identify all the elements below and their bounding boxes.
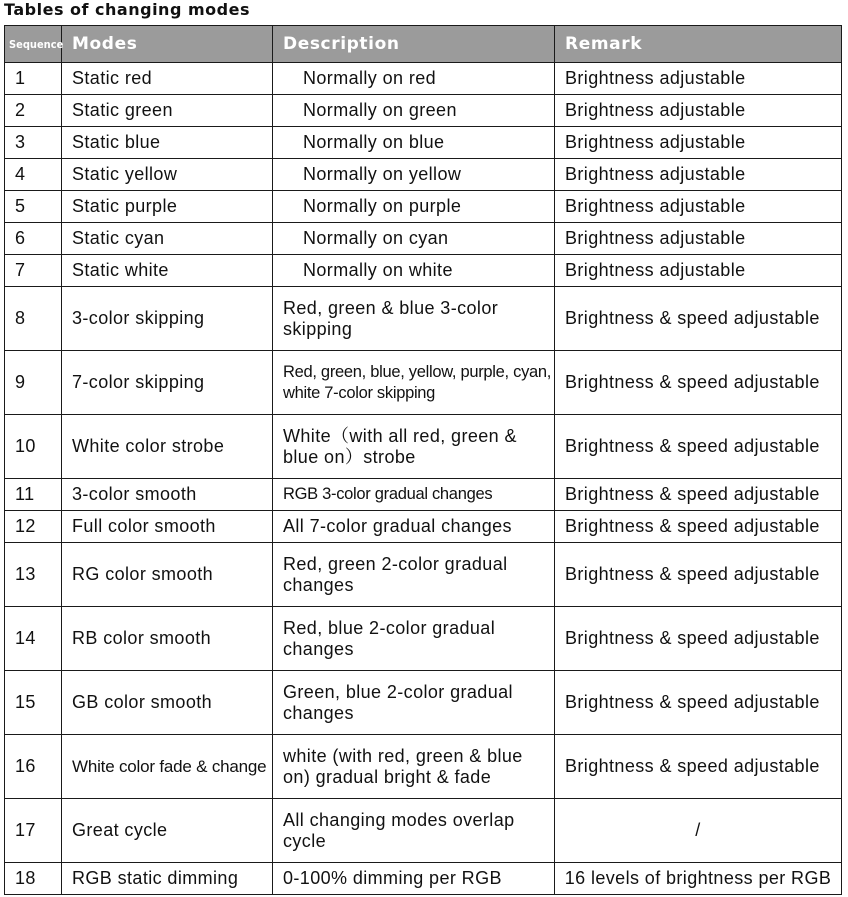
sequence-cell: 17 <box>5 799 62 863</box>
mode-cell: 3-color smooth <box>62 479 273 511</box>
description-text: White（with all red, green & blue on）strobe <box>283 425 517 467</box>
remark-cell: Brightness adjustable <box>555 159 842 191</box>
mode-cell: Static yellow <box>62 159 273 191</box>
page-title: Tables of changing modes <box>4 0 250 19</box>
sequence-cell: 16 <box>5 735 62 799</box>
sequence-cell: 12 <box>5 511 62 543</box>
description-cell: Normally on cyan <box>273 223 555 255</box>
mode-cell <box>62 735 273 799</box>
mode-cell: 7-color skipping <box>62 351 273 415</box>
sequence-cell: 4 <box>5 159 62 191</box>
mode-cell: GB color smooth <box>62 671 273 735</box>
description-cell: RGB 3-color gradual changes <box>273 479 555 511</box>
sequence-cell: 7 <box>5 255 62 287</box>
table-row <box>5 191 842 223</box>
mode-cell: RGB static dimming <box>62 863 273 895</box>
mode-cell: Static green <box>62 95 273 127</box>
description-cell: 0-100% dimming per RGB <box>273 863 555 895</box>
description-cell: Normally on blue <box>273 127 555 159</box>
sequence-cell: 2 <box>5 95 62 127</box>
column-header-sequence: Sequence <box>5 26 62 63</box>
description-cell <box>273 287 555 351</box>
remark-cell: Brightness & speed adjustable <box>555 479 842 511</box>
description-cell <box>273 671 555 735</box>
description-text: All changing modes overlap cycle <box>283 809 515 851</box>
table-row <box>5 351 842 415</box>
mode-cell: RB color smooth <box>62 607 273 671</box>
remark-cell: Brightness & speed adjustable <box>555 543 842 607</box>
sequence-cell: 1 <box>5 63 62 95</box>
table-row <box>5 735 842 799</box>
table-row <box>5 287 842 351</box>
mode-cell: Static purple <box>62 191 273 223</box>
table-row <box>5 255 842 287</box>
table-row <box>5 127 842 159</box>
mode-text: White color fade & change <box>72 757 267 776</box>
changing-modes-table <box>4 25 842 895</box>
remark-cell: Brightness & speed adjustable <box>555 287 842 351</box>
mode-cell: Full color smooth <box>62 511 273 543</box>
remark-cell: Brightness & speed adjustable <box>555 351 842 415</box>
description-text: white (with red, green & blue on) gradual bright & fade <box>283 745 523 787</box>
sequence-cell: 18 <box>5 863 62 895</box>
sequence-cell: 6 <box>5 223 62 255</box>
sequence-cell: 10 <box>5 415 62 479</box>
remark-cell: Brightness adjustable <box>555 127 842 159</box>
mode-cell: Static red <box>62 63 273 95</box>
description-text: Green, blue 2-color gradual changes <box>283 681 513 723</box>
description-text: Red, blue 2-color gradual changes <box>283 617 496 659</box>
remark-cell: 16 levels of brightness per RGB <box>555 863 842 895</box>
mode-cell: Great cycle <box>62 799 273 863</box>
remark-cell: Brightness adjustable <box>555 191 842 223</box>
description-cell <box>273 351 555 415</box>
description-cell: Normally on white <box>273 255 555 287</box>
description-cell: Normally on purple <box>273 191 555 223</box>
remark-cell: Brightness adjustable <box>555 223 842 255</box>
sequence-cell: 3 <box>5 127 62 159</box>
column-header-description: Description <box>273 26 555 63</box>
table-row <box>5 95 842 127</box>
description-cell: Normally on red <box>273 63 555 95</box>
mode-cell: White color strobe <box>62 415 273 479</box>
mode-cell: 3-color skipping <box>62 287 273 351</box>
description-cell <box>273 415 555 479</box>
mode-cell: Static cyan <box>62 223 273 255</box>
table-row <box>5 671 842 735</box>
sequence-cell: 5 <box>5 191 62 223</box>
table-row <box>5 543 842 607</box>
remark-cell: Brightness & speed adjustable <box>555 735 842 799</box>
column-header-remark: Remark <box>555 26 842 63</box>
remark-cell: Brightness adjustable <box>555 95 842 127</box>
table-row <box>5 223 842 255</box>
sequence-cell: 8 <box>5 287 62 351</box>
table-header-row <box>5 26 842 63</box>
table-row <box>5 511 842 543</box>
mode-cell: Static white <box>62 255 273 287</box>
description-cell <box>273 735 555 799</box>
sequence-cell: 14 <box>5 607 62 671</box>
remark-cell: Brightness & speed adjustable <box>555 607 842 671</box>
table-row <box>5 799 842 863</box>
description-cell <box>273 543 555 607</box>
remark-cell: / <box>555 799 842 863</box>
table-row <box>5 863 842 895</box>
description-cell <box>273 799 555 863</box>
description-cell: All 7-color gradual changes <box>273 511 555 543</box>
table-row <box>5 607 842 671</box>
remark-cell: Brightness & speed adjustable <box>555 415 842 479</box>
column-header-modes: Modes <box>62 26 273 63</box>
table-row <box>5 159 842 191</box>
description-cell: Normally on green <box>273 95 555 127</box>
description-cell: Normally on yellow <box>273 159 555 191</box>
description-text: Red, green, blue, yellow, purple, cyan, white 7-color skipping <box>283 362 552 402</box>
remark-cell: Brightness adjustable <box>555 255 842 287</box>
remark-cell: Brightness & speed adjustable <box>555 671 842 735</box>
remark-cell: Brightness & speed adjustable <box>555 511 842 543</box>
table-row <box>5 415 842 479</box>
remark-cell: Brightness adjustable <box>555 63 842 95</box>
sequence-cell: 9 <box>5 351 62 415</box>
sequence-cell: 11 <box>5 479 62 511</box>
description-cell <box>273 607 555 671</box>
description-text: Red, green & blue 3-color skipping <box>283 297 499 339</box>
mode-cell: Static blue <box>62 127 273 159</box>
sequence-cell: 15 <box>5 671 62 735</box>
mode-cell: RG color smooth <box>62 543 273 607</box>
table-row <box>5 63 842 95</box>
description-text: Red, green 2-color gradual changes <box>283 553 508 595</box>
table-row <box>5 479 842 511</box>
sequence-cell: 13 <box>5 543 62 607</box>
